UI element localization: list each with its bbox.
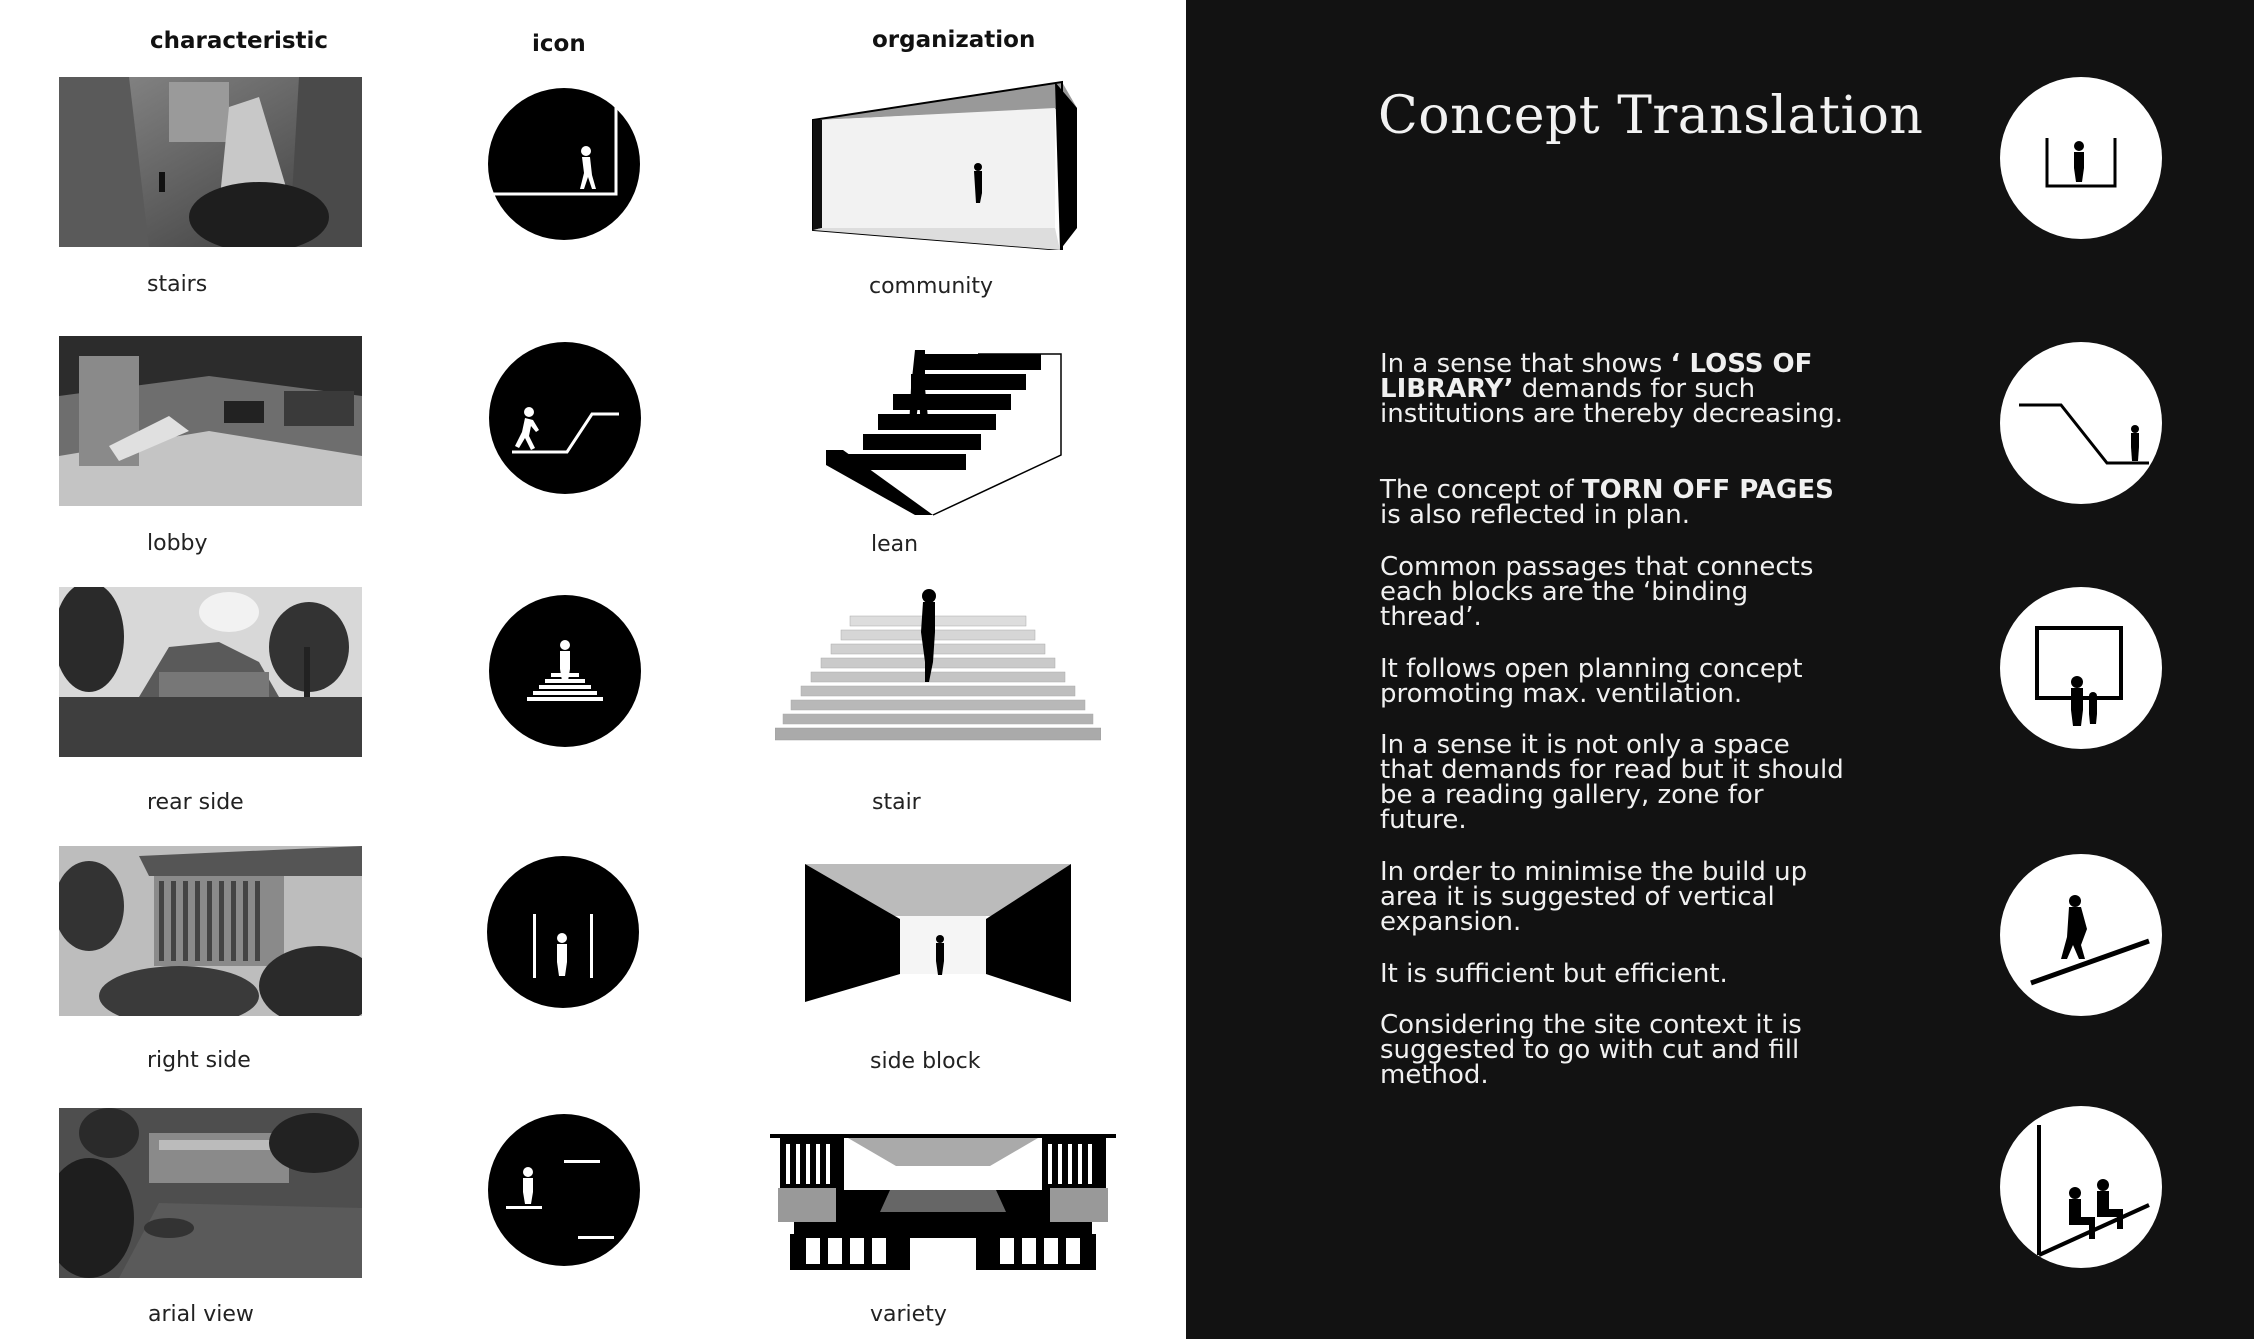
community-diagram <box>810 78 1080 250</box>
stairs-photo <box>59 77 362 247</box>
header-icon: icon <box>532 31 586 57</box>
label-rear-side: rear side <box>147 790 244 815</box>
header-organization: organization <box>872 27 1036 53</box>
concept-paragraph-8: Considering the site context it is suggested to go with cut and fill method. <box>1380 1010 1802 1090</box>
label-side-block: side block <box>870 1049 981 1074</box>
concept-paragraph-2: The concept of TORN OFF PAGES is also reflected in plan. <box>1380 475 1834 530</box>
header-characteristic: characteristic <box>150 28 329 54</box>
stepped-person-icon <box>487 593 643 749</box>
concept-paragraph-1: In a sense that shows ‘ LOSS OF LIBRARY’ demands for such institutions are thereby decreasing. <box>1380 349 1844 429</box>
descending-path-person-icon <box>1999 341 2163 505</box>
stair-diagram <box>775 588 1101 756</box>
between-walls-person-icon <box>485 854 641 1010</box>
concept-title: Concept Translation <box>1378 86 1924 146</box>
lean-diagram <box>823 350 1063 520</box>
arial-view-photo <box>59 1108 362 1278</box>
label-right-side: right side <box>147 1048 251 1073</box>
concept-paragraph-5: In a sense it is not only a space that demands for read but it should be a reading gallery, zone for future. <box>1380 730 1844 835</box>
variety-diagram <box>770 1130 1116 1274</box>
label-community: community <box>869 274 994 299</box>
corner-person-icon <box>486 86 642 242</box>
enclosure-person-icon <box>1999 76 2163 240</box>
slope-walker-icon <box>1999 853 2163 1017</box>
climbing-person-icon <box>487 340 643 496</box>
label-arial-view: arial view <box>148 1302 254 1327</box>
right-side-photo <box>59 846 362 1016</box>
label-stair: stair <box>872 790 921 815</box>
label-lean: lean <box>871 532 919 557</box>
levels-person-icon <box>486 1112 642 1268</box>
label-stairs: stairs <box>147 272 208 297</box>
seated-people-icon <box>1999 1105 2163 1269</box>
frame-people-icon <box>1999 586 2163 750</box>
lobby-photo <box>59 336 362 506</box>
rear-side-photo <box>59 587 362 757</box>
concept-paragraph-7: It is sufficient but efficient. <box>1380 959 1728 989</box>
label-variety: variety <box>870 1302 947 1327</box>
concept-paragraph-6: In order to minimise the build up area it is suggested of vertical expansion. <box>1380 857 1808 937</box>
concept-paragraph-4: It follows open planning concept promoting max. ventilation. <box>1380 654 1803 709</box>
side-block-diagram <box>805 864 1071 1004</box>
concept-paragraph-3: Common passages that connects each blocks are the ‘binding thread’. <box>1380 552 1814 632</box>
label-lobby: lobby <box>147 531 208 556</box>
